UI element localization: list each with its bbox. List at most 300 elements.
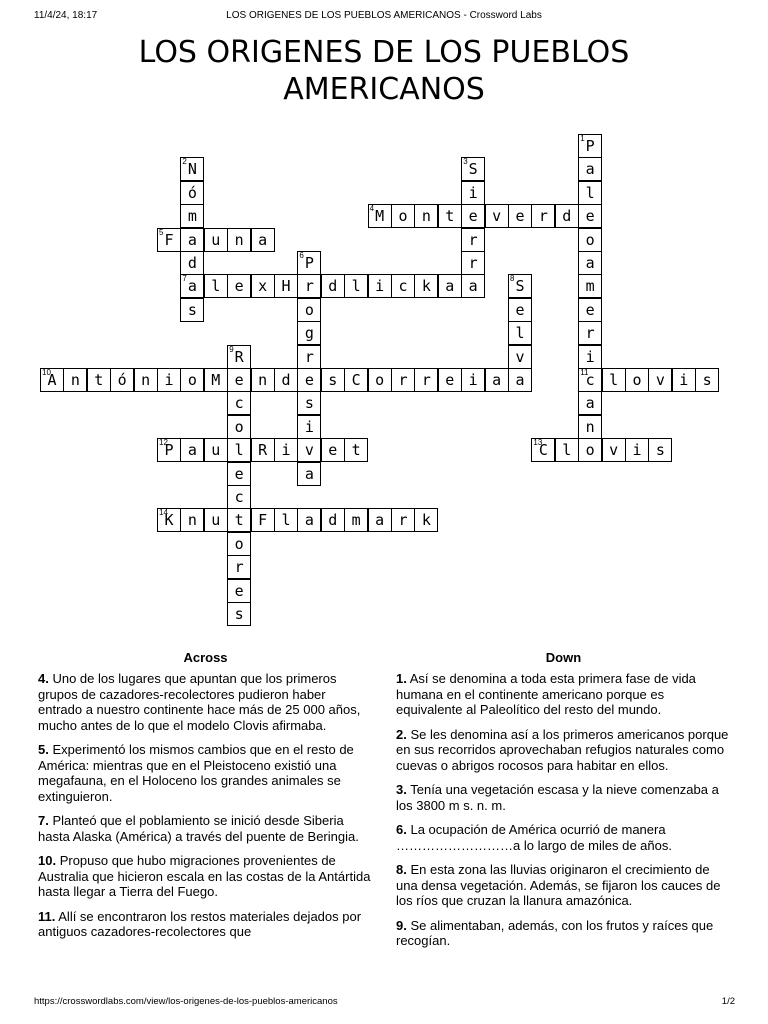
- clue-number: 10.: [38, 853, 57, 868]
- grid-cell[interactable]: [157, 228, 181, 252]
- across-clue: [38, 671, 373, 733]
- print-date: 11/4/24, 18:17: [34, 10, 98, 21]
- grid-cell[interactable]: [227, 555, 251, 579]
- grid-cell[interactable]: [344, 508, 368, 532]
- clue-text: Se alimentaban, además, con los frutos y raíces que recogían.: [396, 917, 714, 948]
- cell-letter: l: [211, 277, 221, 296]
- cell-letter: o: [234, 417, 244, 436]
- across-clue: [38, 853, 373, 900]
- grid-cell[interactable]: [157, 438, 181, 462]
- cell-letter: a: [492, 371, 502, 389]
- grid-cell[interactable]: [297, 274, 321, 298]
- cell-letter: r: [421, 371, 431, 389]
- grid-cell[interactable]: [227, 274, 251, 298]
- cell-letter: v: [655, 371, 665, 389]
- cell-letter: l: [351, 277, 361, 296]
- grid-cell[interactable]: [461, 251, 485, 275]
- clue-number: 1.: [396, 671, 407, 686]
- cell-letter: n: [70, 371, 80, 389]
- cell-letter: r: [468, 230, 478, 249]
- grid-cell[interactable]: [391, 274, 415, 298]
- grid-cell[interactable]: [297, 345, 321, 369]
- grid-cell[interactable]: [180, 228, 204, 252]
- clue-text: Uno de los lugares que apuntan que los primeros grupos de cazadores-recolectores pudieron haber entrado a nuestro continente hace más de 25 000 años, mucho antes de lo que el modelo Clovis afirmaba.: [38, 671, 361, 733]
- grid-cell[interactable]: [321, 368, 345, 392]
- cell-letter: v: [609, 441, 619, 460]
- clue-number-label: 9: [229, 344, 234, 354]
- clue-number: 5.: [38, 742, 49, 757]
- clue-number: 7.: [38, 813, 49, 828]
- grid-cell[interactable]: [578, 368, 602, 392]
- cell-letter: l: [562, 441, 572, 460]
- grid-cell[interactable]: [648, 438, 672, 462]
- grid-cell[interactable]: [297, 368, 321, 392]
- cell-letter: r: [585, 324, 595, 343]
- cell-letter: i: [632, 441, 642, 460]
- grid-cell[interactable]: [297, 462, 321, 486]
- grid-cell[interactable]: [180, 298, 204, 322]
- cell-letter: l: [234, 441, 244, 460]
- grid-cell[interactable]: [227, 485, 251, 509]
- cell-letter: i: [375, 277, 385, 296]
- grid-cell[interactable]: [391, 368, 415, 392]
- grid-cell[interactable]: [204, 228, 228, 252]
- cell-letter: k: [421, 511, 431, 530]
- grid-cell[interactable]: [251, 438, 275, 462]
- cell-letter: a: [304, 464, 314, 483]
- grid-cell[interactable]: [508, 345, 532, 369]
- cell-letter: K: [164, 511, 174, 530]
- grid-cell[interactable]: [555, 204, 579, 228]
- cell-letter: e: [328, 441, 338, 460]
- cell-letter: o: [585, 441, 595, 460]
- cell-letter: i: [468, 371, 478, 389]
- cell-letter: u: [211, 511, 221, 530]
- clue-text: Propuso que hubo migraciones provenientes de Australia que hicieron escala en las costas de la Antártida hasta llegar a Tierra del Fuego.: [38, 853, 371, 899]
- cell-letter: a: [187, 277, 197, 296]
- cell-letter: H: [281, 277, 291, 296]
- print-header-title: LOS ORIGENES DE LOS PUEBLOS AMERICANOS - Crossword Labs: [226, 10, 542, 21]
- grid-cell[interactable]: [602, 438, 626, 462]
- across-clue: [38, 813, 373, 844]
- grid-cell[interactable]: [157, 508, 181, 532]
- grid-cell[interactable]: [391, 204, 415, 228]
- grid-cell[interactable]: [531, 438, 555, 462]
- grid-cell[interactable]: [180, 438, 204, 462]
- cell-letter: v: [304, 441, 314, 460]
- clue-text: Así se denomina a toda esta primera fase de vida humana en el continente americano porque es equivalente al Paleolítico del resto del mundo.: [396, 671, 696, 717]
- grid-cell[interactable]: [274, 438, 298, 462]
- clue-text: La ocupación de América ocurrió de manera ………………………a lo largo de miles de años.: [396, 822, 672, 853]
- cell-letter: r: [304, 277, 314, 296]
- cell-letter: n: [141, 371, 151, 389]
- grid-cell[interactable]: [204, 438, 228, 462]
- cell-letter: R: [234, 347, 244, 366]
- clue-number: 8.: [396, 862, 407, 877]
- cell-letter: F: [164, 230, 174, 249]
- cell-letter: i: [585, 347, 595, 366]
- cell-letter: e: [304, 371, 314, 389]
- down-clue: [396, 862, 731, 909]
- cell-letter: a: [375, 511, 385, 530]
- grid-cell[interactable]: [274, 274, 298, 298]
- grid-cell[interactable]: [227, 508, 251, 532]
- clue-number-label: 1: [580, 134, 585, 143]
- grid-cell[interactable]: [461, 204, 485, 228]
- grid-cell[interactable]: [578, 321, 602, 345]
- cell-letter: m: [351, 511, 361, 530]
- cell-letter: c: [234, 488, 244, 506]
- clue-text: Se les denomina así a los primeros americanos porque en sus recorridos aprovechaban refugios naturales como cuevas o abrigos rocosos para habitar en ellos.: [396, 726, 729, 773]
- clue-text: Allí se encontraron los restos materiales dejados por antiguos cazadores-recolectores que: [38, 908, 362, 939]
- cell-letter: r: [468, 254, 478, 272]
- cell-letter: e: [515, 207, 525, 226]
- grid-cell[interactable]: [180, 508, 204, 532]
- grid-cell[interactable]: [578, 204, 602, 228]
- grid-cell[interactable]: [40, 368, 64, 392]
- grid-cell[interactable]: [461, 228, 485, 252]
- across-heading: Across: [183, 650, 228, 665]
- grid-cell[interactable]: [251, 228, 275, 252]
- cell-letter: o: [585, 230, 595, 249]
- cell-letter: M: [211, 371, 221, 389]
- clue-number-label: 10: [42, 368, 51, 377]
- grid-cell[interactable]: [695, 368, 719, 392]
- down-clue: [396, 822, 731, 853]
- grid-cell[interactable]: [321, 438, 345, 462]
- cell-letter: P: [304, 254, 314, 272]
- cell-letter: e: [234, 371, 244, 389]
- grid-cell[interactable]: [227, 415, 251, 439]
- down-clue: [396, 727, 731, 774]
- grid-cell[interactable]: [297, 415, 321, 439]
- grid-cell[interactable]: [110, 368, 134, 392]
- clue-number-label: 14: [159, 508, 168, 518]
- cell-letter: C: [351, 371, 361, 389]
- grid-cell[interactable]: [180, 204, 204, 228]
- across-clue: [38, 742, 373, 804]
- grid-cell[interactable]: [180, 181, 204, 205]
- cell-letter: n: [258, 371, 268, 389]
- cell-letter: r: [304, 347, 314, 366]
- cell-letter: t: [94, 371, 104, 389]
- cell-letter: i: [164, 371, 174, 389]
- clue-number: 4.: [38, 671, 49, 686]
- cell-letter: n: [585, 417, 595, 436]
- grid-cell[interactable]: [602, 368, 626, 392]
- grid-cell[interactable]: [227, 462, 251, 486]
- cell-letter: n: [187, 511, 197, 530]
- cell-letter: a: [445, 277, 455, 296]
- grid-cell[interactable]: [508, 368, 532, 392]
- clue-text: Experimentó los mismos cambios que en el resto de América: mientras que en el Pleistoceno existió una megafauna, en el Holoceno los grandes animales se extinguieron.: [38, 742, 354, 804]
- cell-letter: P: [585, 137, 595, 155]
- cell-letter: v: [515, 347, 525, 366]
- cell-letter: d: [562, 207, 572, 226]
- grid-cell[interactable]: [297, 391, 321, 415]
- grid-cell[interactable]: [227, 228, 251, 252]
- grid-cell[interactable]: [578, 298, 602, 322]
- down-clues: [396, 650, 731, 958]
- cell-letter: S: [468, 160, 478, 179]
- clue-number: 3.: [396, 782, 407, 797]
- grid-cell[interactable]: [227, 602, 251, 626]
- clue-text: Planteó que el poblamiento se inició desde Siberia hasta Alaska (América) a través del puente de Beringia.: [38, 813, 359, 844]
- cell-letter: o: [234, 534, 244, 553]
- cell-letter: e: [234, 581, 244, 600]
- grid-cell[interactable]: [180, 274, 204, 298]
- down-clue: [396, 782, 731, 813]
- clue-number-label: 6: [299, 251, 304, 260]
- grid-cell[interactable]: [297, 298, 321, 322]
- cell-letter: c: [398, 277, 408, 296]
- cell-letter: u: [211, 441, 221, 460]
- clue-number: 6.: [396, 822, 407, 837]
- clue-number-label: 8: [510, 274, 515, 284]
- cell-letter: d: [187, 254, 197, 272]
- grid-cell[interactable]: [508, 298, 532, 322]
- grid-cell[interactable]: [508, 204, 532, 228]
- clue-number-label: 3: [463, 157, 468, 167]
- down-clue: [396, 918, 731, 949]
- grid-cell[interactable]: [461, 274, 485, 298]
- down-heading: Down: [545, 650, 582, 665]
- cell-letter: k: [421, 277, 431, 296]
- cell-letter: o: [398, 207, 408, 226]
- grid-cell[interactable]: [344, 368, 368, 392]
- grid-cell[interactable]: [251, 368, 275, 392]
- cell-letter: e: [468, 207, 478, 226]
- cell-letter: e: [234, 464, 244, 483]
- grid-cell[interactable]: [204, 508, 228, 532]
- grid-cell[interactable]: [578, 345, 602, 369]
- grid-cell[interactable]: [578, 181, 602, 205]
- grid-cell[interactable]: [87, 368, 111, 392]
- grid-cell[interactable]: [204, 274, 228, 298]
- grid-cell[interactable]: [227, 532, 251, 556]
- cell-letter: n: [421, 207, 431, 226]
- cell-letter: l: [609, 371, 619, 389]
- grid-cell[interactable]: [227, 438, 251, 462]
- grid-cell[interactable]: [485, 204, 509, 228]
- cell-letter: o: [632, 371, 642, 389]
- grid-cell[interactable]: [578, 274, 602, 298]
- cell-letter: s: [655, 441, 665, 460]
- page-number: 1/2: [721, 996, 735, 1007]
- grid-cell[interactable]: [578, 415, 602, 439]
- cell-letter: r: [234, 558, 244, 577]
- cell-letter: i: [468, 183, 478, 202]
- cell-letter: F: [258, 511, 268, 530]
- grid-cell[interactable]: [297, 321, 321, 345]
- clue-number-label: 5: [159, 227, 164, 237]
- cell-letter: a: [585, 160, 595, 179]
- cell-letter: r: [398, 511, 408, 530]
- cell-letter: i: [304, 417, 314, 436]
- cell-letter: e: [515, 300, 525, 319]
- grid-cell[interactable]: [485, 368, 509, 392]
- grid-cell[interactable]: [321, 508, 345, 532]
- cell-letter: c: [585, 371, 595, 389]
- grid-cell[interactable]: [438, 204, 462, 228]
- clue-text: Tenía una vegetación escasa y la nieve comenzaba a los 3800 m s. n. m.: [396, 782, 719, 813]
- cell-letter: s: [702, 371, 712, 389]
- grid-cell[interactable]: [578, 157, 602, 181]
- cell-letter: l: [585, 183, 595, 202]
- grid-cell[interactable]: [368, 204, 392, 228]
- clue-number: 9.: [396, 917, 407, 933]
- grid-cell[interactable]: [204, 368, 228, 392]
- grid-cell[interactable]: [578, 438, 602, 462]
- cell-letter: s: [304, 394, 314, 413]
- clue-number-label: 11: [580, 368, 589, 377]
- grid-cell[interactable]: [414, 204, 438, 228]
- footer-url: https://crosswordlabs.com/view/los-origenes-de-los-pueblos-americanos: [34, 996, 338, 1007]
- grid-cell[interactable]: [625, 368, 649, 392]
- grid-cell[interactable]: [63, 368, 87, 392]
- cell-letter: a: [468, 277, 478, 296]
- grid-cell[interactable]: [274, 368, 298, 392]
- grid-cell[interactable]: [555, 438, 579, 462]
- grid-cell[interactable]: [134, 368, 158, 392]
- cell-letter: t: [351, 441, 361, 460]
- grid-cell[interactable]: [531, 204, 555, 228]
- cell-letter: l: [281, 511, 291, 530]
- grid-cell[interactable]: [344, 274, 368, 298]
- grid-cell[interactable]: [648, 368, 672, 392]
- cell-letter: r: [538, 207, 548, 226]
- grid-cell[interactable]: [461, 181, 485, 205]
- cell-letter: a: [585, 394, 595, 413]
- cell-letter: s: [187, 300, 197, 319]
- grid-cell[interactable]: [508, 274, 532, 298]
- cell-letter: ó: [117, 371, 127, 389]
- grid-cell[interactable]: [578, 134, 602, 158]
- cell-letter: N: [187, 160, 197, 179]
- cell-letter: S: [515, 277, 525, 296]
- grid-cell[interactable]: [391, 508, 415, 532]
- cell-letter: t: [234, 511, 244, 530]
- grid-cell[interactable]: [578, 251, 602, 275]
- cell-letter: g: [304, 324, 314, 343]
- grid-cell[interactable]: [297, 251, 321, 275]
- cell-letter: i: [679, 371, 689, 389]
- grid-cell[interactable]: [344, 438, 368, 462]
- cell-letter: n: [234, 230, 244, 249]
- cell-letter: s: [328, 371, 338, 389]
- grid-cell[interactable]: [414, 508, 438, 532]
- cell-letter: u: [211, 230, 221, 249]
- cell-letter: d: [328, 277, 338, 296]
- clue-text: En esta zona las lluvias originaron el crecimiento de una densa vegetación. Además, se fijaron los cauces de los ríos que cruzan la llanura amazónica.: [396, 862, 721, 908]
- cell-letter: c: [234, 394, 244, 413]
- cell-letter: ó: [187, 183, 197, 202]
- grid-cell[interactable]: [461, 368, 485, 392]
- cell-letter: o: [304, 300, 314, 319]
- cell-letter: a: [304, 511, 314, 530]
- grid-cell[interactable]: [180, 157, 204, 181]
- grid-cell[interactable]: [251, 508, 275, 532]
- cell-letter: a: [187, 441, 197, 460]
- grid-cell[interactable]: [227, 579, 251, 603]
- grid-cell[interactable]: [368, 368, 392, 392]
- cell-letter: M: [375, 207, 385, 226]
- grid-cell[interactable]: [180, 251, 204, 275]
- cell-letter: m: [585, 277, 595, 296]
- cell-letter: A: [47, 371, 57, 389]
- cell-letter: P: [164, 441, 174, 460]
- clue-number: 11.: [38, 908, 56, 924]
- clue-number: 2.: [396, 726, 407, 742]
- grid-cell[interactable]: [227, 345, 251, 369]
- page-title: LOS ORIGENES DE LOS PUEBLOS AMERICANOS: [138, 35, 630, 107]
- cell-letter: x: [258, 277, 268, 296]
- cell-letter: a: [515, 371, 525, 389]
- cell-letter: R: [258, 441, 268, 460]
- cell-letter: o: [375, 371, 385, 389]
- cell-letter: l: [515, 324, 525, 343]
- clue-number-label: 2: [182, 157, 187, 167]
- cell-letter: e: [234, 277, 244, 296]
- grid-cell[interactable]: [414, 274, 438, 298]
- clue-number-label: 4: [369, 204, 375, 214]
- grid-cell[interactable]: [227, 391, 251, 415]
- grid-cell[interactable]: [368, 274, 392, 298]
- cell-letter: m: [187, 207, 197, 226]
- grid-cell[interactable]: [578, 228, 602, 252]
- grid-cell[interactable]: [438, 368, 462, 392]
- grid-cell[interactable]: [274, 508, 298, 532]
- across-clue: [38, 909, 373, 940]
- cell-letter: s: [234, 605, 244, 623]
- grid-cell[interactable]: [578, 391, 602, 415]
- grid-cell[interactable]: [368, 508, 392, 532]
- cell-letter: d: [281, 371, 291, 389]
- cell-letter: a: [187, 230, 197, 249]
- cell-letter: e: [585, 300, 595, 319]
- cell-letter: C: [538, 441, 548, 460]
- grid-cell[interactable]: [321, 274, 345, 298]
- cell-letter: e: [585, 207, 595, 226]
- grid-cell[interactable]: [297, 508, 321, 532]
- grid-cell[interactable]: [157, 368, 181, 392]
- cell-letter: o: [187, 371, 197, 389]
- cell-letter: r: [398, 371, 408, 389]
- grid-cell[interactable]: [227, 368, 251, 392]
- cell-letter: a: [585, 254, 595, 272]
- grid-cell[interactable]: [461, 157, 485, 181]
- cell-letter: d: [328, 511, 338, 530]
- grid-cell[interactable]: [414, 368, 438, 392]
- grid-cell[interactable]: [508, 321, 532, 345]
- clue-number-label: 13: [533, 438, 543, 448]
- across-clues: [38, 650, 373, 949]
- cell-letter: e: [445, 371, 455, 389]
- clue-number-label: 12: [159, 438, 168, 448]
- grid-cell[interactable]: [672, 368, 696, 392]
- grid-cell[interactable]: [180, 368, 204, 392]
- grid-cell[interactable]: [625, 438, 649, 462]
- grid-cell[interactable]: [251, 274, 275, 298]
- down-clue: [396, 671, 731, 718]
- cell-letter: t: [445, 207, 455, 226]
- grid-cell[interactable]: [297, 438, 321, 462]
- cell-letter: v: [492, 207, 502, 226]
- grid-cell[interactable]: [438, 274, 462, 298]
- cell-letter: i: [281, 441, 291, 460]
- clue-number-label: 7: [182, 274, 187, 284]
- cell-letter: a: [258, 230, 268, 249]
